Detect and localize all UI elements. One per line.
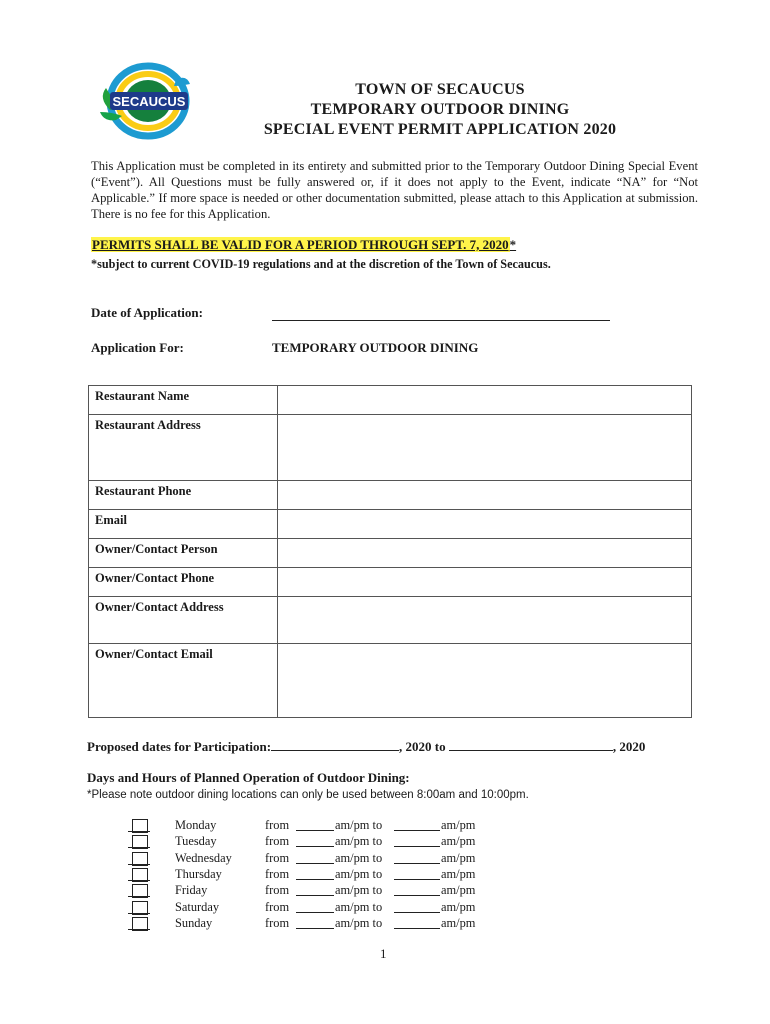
ampm-label: am/pm [441, 834, 476, 849]
from-label: from [265, 915, 290, 930]
document-title [240, 80, 640, 140]
owner-contact-person-label: Owner/Contact Person [89, 539, 278, 568]
validity-notice [91, 237, 516, 253]
day-name: Friday [175, 883, 208, 898]
table-row [89, 597, 692, 644]
title-line-1: TOWN OF SECAUCUS [355, 81, 525, 98]
end-time-field-thursday[interactable] [394, 879, 440, 880]
ampm-to-label: am/pm to [335, 834, 383, 849]
end-time-field-monday[interactable] [394, 830, 440, 831]
ampm-to-label: am/pm to [335, 850, 383, 865]
from-label: from [265, 834, 290, 849]
logo-text: SECAUCUS [112, 94, 186, 109]
ampm-label: am/pm [441, 899, 476, 914]
restaurant-address-field[interactable] [278, 415, 692, 481]
table-row [89, 644, 692, 718]
owner-contact-address-label: Owner/Contact Address [89, 597, 278, 644]
ampm-to-label: am/pm to [335, 883, 383, 898]
table-row [89, 415, 692, 481]
day-row-thursday [130, 867, 490, 883]
restaurant-info-table [88, 385, 692, 718]
checkbox-underline [128, 880, 150, 881]
ampm-to-label: am/pm to [335, 818, 383, 832]
ampm-label: am/pm [441, 915, 476, 930]
owner-contact-phone-label: Owner/Contact Phone [89, 568, 278, 597]
page-number: 1 [380, 946, 387, 961]
proposed-dates-middle: , 2020 to [399, 739, 446, 754]
start-time-field-monday[interactable] [296, 830, 334, 831]
application-for-label: Application For: [91, 340, 184, 355]
email-label: Email [89, 510, 278, 539]
restaurant-name-label: Restaurant Name [89, 386, 278, 415]
covid-subject-note: *subject to current COVID-19 regulations and at the discretion of the Town of Secaucus. [91, 257, 551, 271]
date-of-application-label: Date of Application: [91, 305, 203, 320]
owner-contact-phone-field[interactable] [278, 568, 692, 597]
day-name: Wednesday [175, 850, 232, 865]
validity-highlight: PERMITS SHALL BE VALID FOR A PERIOD THROUGH SEPT. 7, 2020 [92, 237, 509, 252]
start-time-field-sunday[interactable] [296, 928, 334, 929]
intro-paragraph: This Application must be completed in its entirety and submitted prior to the Temporary Outdoor Dining Special Event (“Event”). All Questions must be fully answered or, if it does not apply to the Event, indicate “NA” for “Not Applicable.” If more space is needed or other documentation submitted, please attach to this Application at submission. There is no fee for this Application. [91, 159, 698, 221]
ampm-to-label: am/pm to [335, 866, 383, 881]
restaurant-phone-field[interactable] [278, 481, 692, 510]
proposed-dates [87, 738, 645, 755]
end-time-field-saturday[interactable] [394, 912, 440, 913]
day-row-sunday [130, 916, 490, 932]
start-time-field-friday[interactable] [296, 895, 334, 896]
from-label: from [265, 850, 290, 865]
start-time-field-tuesday[interactable] [296, 846, 334, 847]
end-time-field-sunday[interactable] [394, 928, 440, 929]
table-row [89, 568, 692, 597]
checkbox-underline [128, 831, 150, 832]
day-row-friday [130, 883, 490, 899]
restaurant-name-field[interactable] [278, 386, 692, 415]
checkbox-underline [128, 929, 150, 930]
day-row-wednesday [130, 851, 490, 867]
from-label: from [265, 883, 290, 898]
checkbox-underline [128, 864, 150, 865]
start-time-field-thursday[interactable] [296, 879, 334, 880]
proposed-end-date-field[interactable] [449, 738, 613, 751]
checkbox-underline [128, 896, 150, 897]
owner-contact-address-field[interactable] [278, 597, 692, 644]
day-row-monday [130, 818, 490, 834]
owner-contact-person-field[interactable] [278, 539, 692, 568]
ampm-label: am/pm [441, 818, 476, 832]
application-for-value: TEMPORARY OUTDOOR DINING [272, 340, 479, 355]
title-line-3: SPECIAL EVENT PERMIT APPLICATION 2020 [263, 121, 617, 138]
table-row [89, 481, 692, 510]
ampm-label: am/pm [441, 850, 476, 865]
table-row [89, 510, 692, 539]
ampm-label: am/pm [441, 883, 476, 898]
secaucus-logo [88, 60, 198, 142]
start-time-field-wednesday[interactable] [296, 863, 334, 864]
proposed-dates-label: Proposed dates for Participation: [87, 739, 272, 754]
day-row-tuesday [130, 834, 490, 850]
title-line-2: TEMPORARY OUTDOOR DINING [310, 101, 570, 118]
owner-contact-email-label: Owner/Contact Email [89, 644, 278, 718]
start-time-field-saturday[interactable] [296, 912, 334, 913]
restaurant-phone-label: Restaurant Phone [89, 481, 278, 510]
days-hours-note: *Please note outdoor dining locations can only be used between 8:00am and 10:00pm. [87, 789, 529, 801]
day-name: Sunday [175, 915, 213, 930]
day-row-saturday [130, 900, 490, 916]
day-name: Monday [175, 818, 217, 832]
validity-asterisk: * [509, 237, 517, 252]
end-time-field-friday[interactable] [394, 895, 440, 896]
from-label: from [265, 899, 290, 914]
end-time-field-tuesday[interactable] [394, 846, 440, 847]
checkbox-underline [128, 847, 150, 848]
email-field[interactable] [278, 510, 692, 539]
date-of-application-field[interactable] [272, 320, 610, 321]
proposed-dates-end: , 2020 [612, 739, 646, 754]
proposed-start-date-field[interactable] [271, 738, 399, 751]
owner-contact-email-field[interactable] [278, 644, 692, 718]
day-name: Tuesday [175, 834, 217, 849]
day-name: Saturday [175, 899, 220, 914]
checkbox-underline [128, 913, 150, 914]
ampm-to-label: am/pm to [335, 899, 383, 914]
ampm-label: am/pm [441, 866, 476, 881]
days-hours-title: Days and Hours of Planned Operation of Outdoor Dining: [87, 770, 410, 785]
ampm-to-label: am/pm to [335, 915, 383, 930]
table-row [89, 386, 692, 415]
day-name: Thursday [175, 866, 222, 881]
table-row [89, 539, 692, 568]
from-label: from [265, 818, 290, 832]
restaurant-address-label: Restaurant Address [89, 415, 278, 481]
from-label: from [265, 866, 290, 881]
end-time-field-wednesday[interactable] [394, 863, 440, 864]
